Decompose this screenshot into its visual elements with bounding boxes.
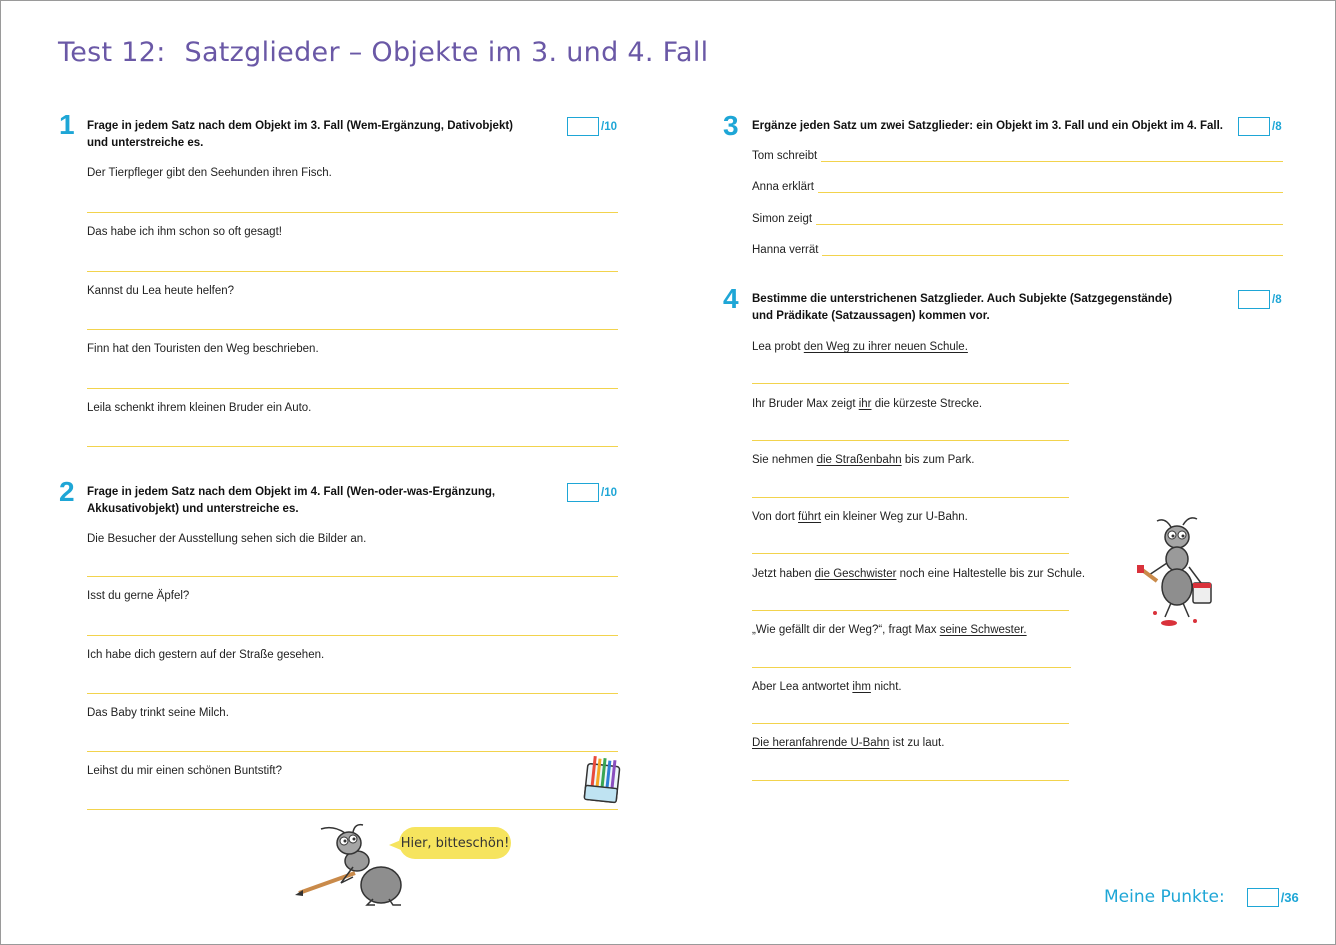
section-4-score (1238, 290, 1282, 309)
section-1-answer-line-5[interactable] (87, 446, 618, 447)
total-score-label: Meine Punkte: (1104, 887, 1225, 907)
sentence-text: Ihr Bruder Max zeigt (752, 398, 859, 410)
underlined-part: die Geschwister (814, 568, 897, 580)
section-2-answer-line-3[interactable] (87, 693, 618, 694)
section-3-row-3 (752, 212, 1283, 225)
section-4-sentence-8 (752, 737, 944, 749)
section-4-answer-line-8[interactable] (752, 780, 1069, 781)
section-1-score-box[interactable] (567, 117, 599, 136)
section-3-answer-line-2[interactable] (818, 180, 1283, 193)
test-number: Test 12: (58, 37, 166, 68)
section-1-sentence-2: Das habe ich ihm schon so oft gesagt! (87, 226, 282, 238)
section-3-answer-line-1[interactable] (821, 149, 1283, 162)
section-4-sentence-7 (752, 681, 902, 693)
section-1-instruction-line-1: Frage in jedem Satz nach dem Objekt im 3. Fall (Wem-Ergänzung, Dativobjekt) (87, 120, 514, 132)
section-3-row-1 (752, 149, 1283, 162)
section-2-answer-line-4[interactable] (87, 751, 618, 752)
pencil-case-illustration (583, 755, 623, 805)
section-1-answer-line-2[interactable] (87, 271, 618, 272)
section-1-instruction-line-2: und unterstreiche es. (87, 137, 204, 149)
section-1-answer-line-3[interactable] (87, 329, 618, 330)
section-1-answer-line-4[interactable] (87, 388, 618, 389)
section-4-score-max: /8 (1272, 293, 1282, 306)
section-3-answer-line-4[interactable] (822, 243, 1283, 256)
section-4-score-box[interactable] (1238, 290, 1270, 309)
section-2-answer-line-2[interactable] (87, 635, 618, 636)
section-4-instruction-line-1: Bestimme die unterstrichenen Satzglieder. Auch Subjekte (Satzgegenstände) (752, 293, 1173, 305)
sentence-text: Lea probt (752, 341, 804, 353)
speech-bubble: Hier, bitteschön! (399, 827, 511, 859)
section-4-answer-line-7[interactable] (752, 723, 1069, 724)
section-3-instruction: Ergänze jeden Satz um zwei Satzglieder: ein Objekt im 3. Fall und ein Objekt im 4. Fall. (752, 120, 1223, 132)
section-4-sentence-4 (752, 511, 968, 523)
section-1-sentence-3: Kannst du Lea heute helfen? (87, 285, 235, 297)
sentence-text: ein kleiner Weg zur U-Bahn. (821, 511, 968, 523)
section-4-sentence-5 (752, 568, 1085, 580)
section-2-instruction-line-1: Frage in jedem Satz nach dem Objekt im 4. Fall (Wen-oder-was-Ergänzung, (87, 486, 496, 498)
underlined-part: führt (798, 511, 822, 523)
section-2-instruction-line-2: Akkusativobjekt) und unterstreiche es. (87, 503, 299, 515)
section-2-score-box[interactable] (567, 483, 599, 502)
section-2-sentence-2: Isst du gerne Äpfel? (87, 590, 190, 602)
sentence-text: bis zum Park. (901, 454, 975, 466)
section-1-sentence-4: Finn hat den Touristen den Weg beschrieben. (87, 343, 319, 355)
section-4-instruction-line-2: und Prädikate (Satzaussagen) kommen vor. (752, 310, 990, 322)
section-1-sentence-5: Leila schenkt ihrem kleinen Bruder ein Auto. (87, 402, 312, 414)
section-3-prompt-3: Simon zeigt (752, 213, 813, 225)
sentence-text: die kürzeste Strecke. (871, 398, 983, 410)
underlined-part: seine Schwester. (939, 624, 1027, 636)
section-2-number: 2 (59, 476, 75, 507)
section-4-answer-line-3[interactable] (752, 497, 1069, 498)
section-2-score-max: /10 (601, 486, 617, 499)
section-4-answer-line-2[interactable] (752, 440, 1069, 441)
section-3-prompt-4: Hanna verrät (752, 244, 819, 256)
section-1-instruction (87, 118, 513, 152)
sentence-text: noch eine Haltestelle bis zur Schule. (896, 568, 1086, 580)
section-3-row-2 (752, 180, 1283, 193)
test-topic: Satzglieder – Objekte im 3. und 4. Fall (184, 37, 709, 68)
section-1-sentence-1: Der Tierpfleger gibt den Seehunden ihren Fisch. (87, 167, 332, 179)
section-2-sentence-3: Ich habe dich gestern auf der Straße gesehen. (87, 649, 325, 661)
section-2-sentence-4: Das Baby trinkt seine Milch. (87, 707, 229, 719)
section-4-sentence-6 (752, 624, 1027, 636)
section-3-answer-line-3[interactable] (816, 212, 1283, 225)
section-1-score-max: /10 (601, 120, 617, 133)
section-3-score (1238, 117, 1282, 136)
underlined-part: ihr (858, 398, 872, 410)
underlined-part: Die heranfahrende U-Bahn (752, 737, 890, 749)
underlined-part: ihm (852, 681, 871, 693)
section-3-prompt-1: Tom schreibt (752, 150, 818, 162)
section-1-score (567, 117, 617, 136)
underlined-part: die Straßenbahn (816, 454, 902, 466)
section-3-score-box[interactable] (1238, 117, 1270, 136)
section-3-prompt-2: Anna erklärt (752, 181, 815, 193)
total-score-box[interactable] (1247, 888, 1279, 907)
page-title (58, 37, 708, 68)
total-score (1104, 887, 1299, 907)
section-4-answer-line-1[interactable] (752, 383, 1069, 384)
section-2-sentence-5: Leihst du mir einen schönen Buntstift? (87, 765, 282, 777)
section-3-score-max: /8 (1272, 120, 1282, 133)
sentence-text: Jetzt haben (752, 568, 815, 580)
section-2-instruction (87, 484, 495, 518)
section-1-number: 1 (59, 109, 75, 140)
section-3-row-4 (752, 243, 1283, 256)
section-4-sentence-1 (752, 341, 968, 353)
section-2-answer-line-5[interactable] (87, 809, 618, 810)
section-4-instruction (752, 291, 1172, 325)
underlined-part: den Weg zu ihrer neuen Schule. (803, 341, 968, 353)
ant-with-paint-bucket-illustration (1135, 513, 1219, 631)
section-2-answer-line-1[interactable] (87, 576, 618, 577)
section-4-answer-line-6[interactable] (752, 667, 1071, 668)
total-score-max: /36 (1280, 889, 1299, 905)
section-4-answer-line-4[interactable] (752, 553, 1069, 554)
section-4-sentence-2 (752, 398, 982, 410)
section-1-answer-line-1[interactable] (87, 212, 618, 213)
section-4-answer-line-5[interactable] (752, 610, 1069, 611)
section-4-sentence-3 (752, 454, 974, 466)
sentence-text: nicht. (870, 681, 902, 693)
sentence-text: Aber Lea antwortet (752, 681, 853, 693)
sentence-text: Sie nehmen (752, 454, 817, 466)
section-2-score (567, 483, 617, 502)
section-3-number: 3 (723, 110, 739, 141)
sentence-text: Von dort (752, 511, 799, 523)
sentence-text: ist zu laut. (889, 737, 945, 749)
sentence-text: „Wie gefällt dir der Weg?“, fragt Max (752, 624, 940, 636)
ant-with-pencil-illustration (293, 823, 413, 909)
section-2-sentence-1: Die Besucher der Ausstellung sehen sich die Bilder an. (87, 533, 367, 545)
section-4-number: 4 (723, 283, 739, 314)
